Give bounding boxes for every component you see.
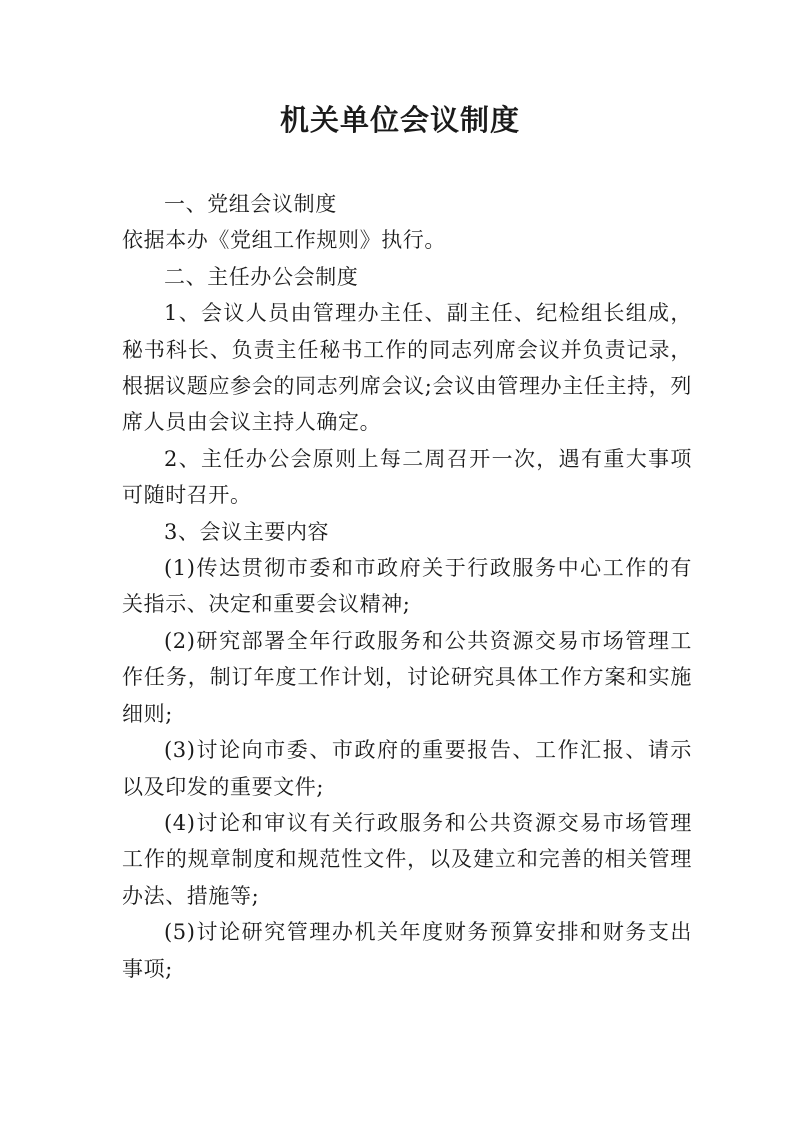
section-heading-director-meeting: 二、主任办公会制度 <box>164 264 359 289</box>
list-item-2: (2)研究部署全年行政服务和公共资源交易市场管理工作任务，制订年度工作计划，讨论研究具体工作方案和实施细则; <box>122 628 692 726</box>
list-item-4: (4)讨论和审议有关行政服务和公共资源交易市场管理工作的规章制度和规范性文件，以及建立和完善的相关管理办法、措施等; <box>122 810 692 908</box>
section-heading-party-meeting: 一、党组会议制度 <box>164 192 337 216</box>
list-item-5: (5)讨论研究管理办机关年度财务预算安排和财务支出事项; <box>122 920 692 981</box>
paragraph-item-3: 3、会议主要内容 <box>164 519 330 544</box>
list-item-3: (3)讨论向市委、市政府的重要报告、工作汇报、请示以及印发的重要文件; <box>122 738 692 799</box>
list-item-1: (1)传达贯彻市委和市政府关于行政服务中心工作的有关指示、决定和重要会议精神; <box>122 556 692 617</box>
document-title: 机关单位会议制度 <box>279 103 520 137</box>
document-body <box>122 186 692 987</box>
paragraph-party-rules: 依据本办《党组工作规则》执行。 <box>122 228 446 253</box>
paragraph-item-1: 1、会议人员由管理办主任、副主任、纪检组长组成，秘书科长、负责主任秘书工作的同志列席会议并负责记录，根据议题应参会的同志列席会议;会议由管理办主任主持，列席人员由会议主持人确定。 <box>122 301 692 435</box>
paragraph-item-2: 2、主任办公会原则上每二周召开一次，遇有重大事项可随时召开。 <box>122 446 692 508</box>
